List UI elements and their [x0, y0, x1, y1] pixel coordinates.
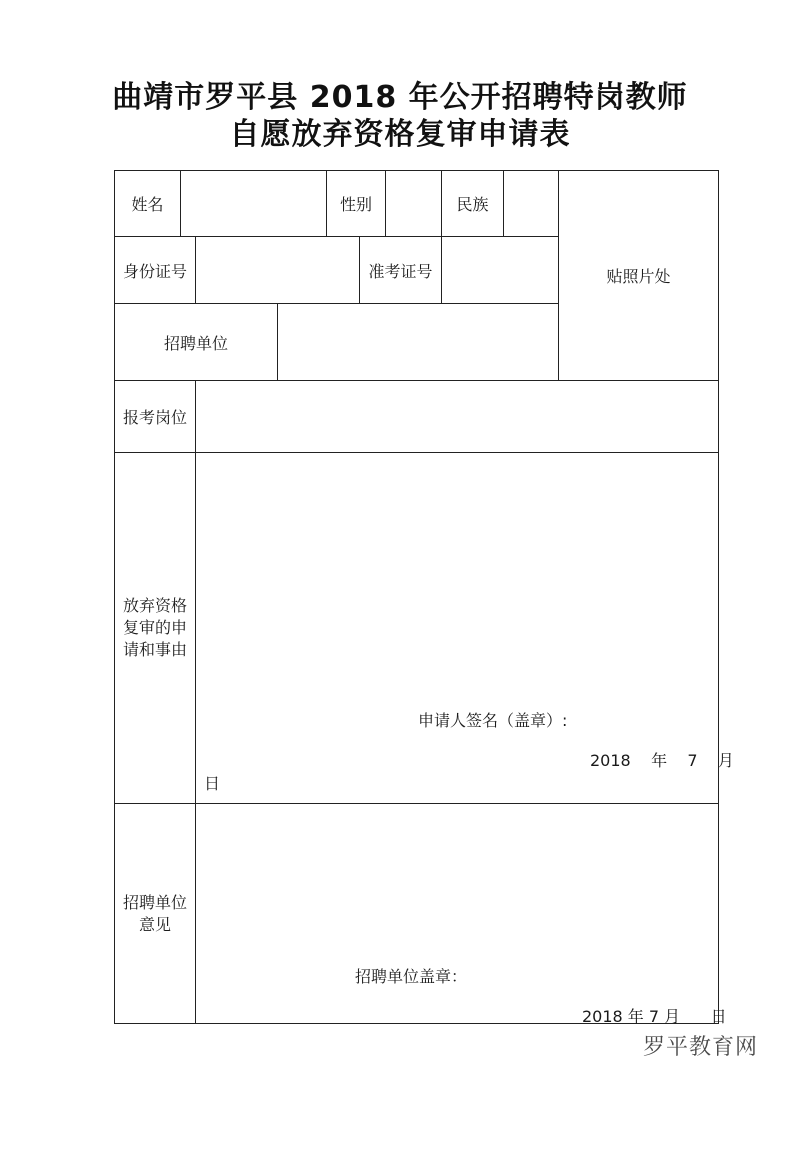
- unit-stamp-label: 招聘单位盖章：: [355, 967, 468, 986]
- opinion-field[interactable]: [195, 803, 727, 1026]
- name-label: 姓名: [114, 170, 180, 236]
- recruiting-unit-field[interactable]: [277, 303, 558, 380]
- document-title-line-1: 曲靖市罗平县 2018 年公开招聘特岗教师: [112, 80, 688, 115]
- exam-number-label: 准考证号: [359, 236, 441, 303]
- exam-number-field[interactable]: [441, 236, 558, 303]
- applicant-signature-label: 申请人签名（盖章）:: [418, 711, 568, 730]
- position-label: 报考岗位: [114, 380, 195, 452]
- reason-label: 放弃资格复审的申请和事由: [122, 596, 187, 659]
- reason-field[interactable]: [195, 452, 734, 803]
- watermark: 罗平教育网: [642, 1035, 758, 1060]
- application-date-day: 日: [204, 774, 221, 793]
- application-date: 2018 年 7 月: [590, 751, 734, 770]
- photo-placeholder: 贴照片处: [558, 170, 719, 380]
- reason-label-cell: [114, 452, 195, 803]
- ethnicity-field[interactable]: [503, 170, 558, 236]
- id-number-label: 身份证号: [114, 236, 195, 303]
- gender-label: 性别: [326, 170, 385, 236]
- document-title-line-2: 自愿放弃资格复审申请表: [229, 117, 571, 152]
- id-number-field[interactable]: [195, 236, 359, 303]
- opinion-date: 2018 年 7 月 日: [582, 1007, 727, 1026]
- position-field[interactable]: [195, 380, 719, 452]
- name-field[interactable]: [180, 170, 326, 236]
- recruiting-unit-label: 招聘单位: [114, 303, 277, 380]
- ethnicity-label: 民族: [441, 170, 503, 236]
- gender-field[interactable]: [385, 170, 441, 236]
- opinion-label-cell: [114, 803, 195, 1024]
- opinion-label: 招聘单位意见: [122, 892, 187, 934]
